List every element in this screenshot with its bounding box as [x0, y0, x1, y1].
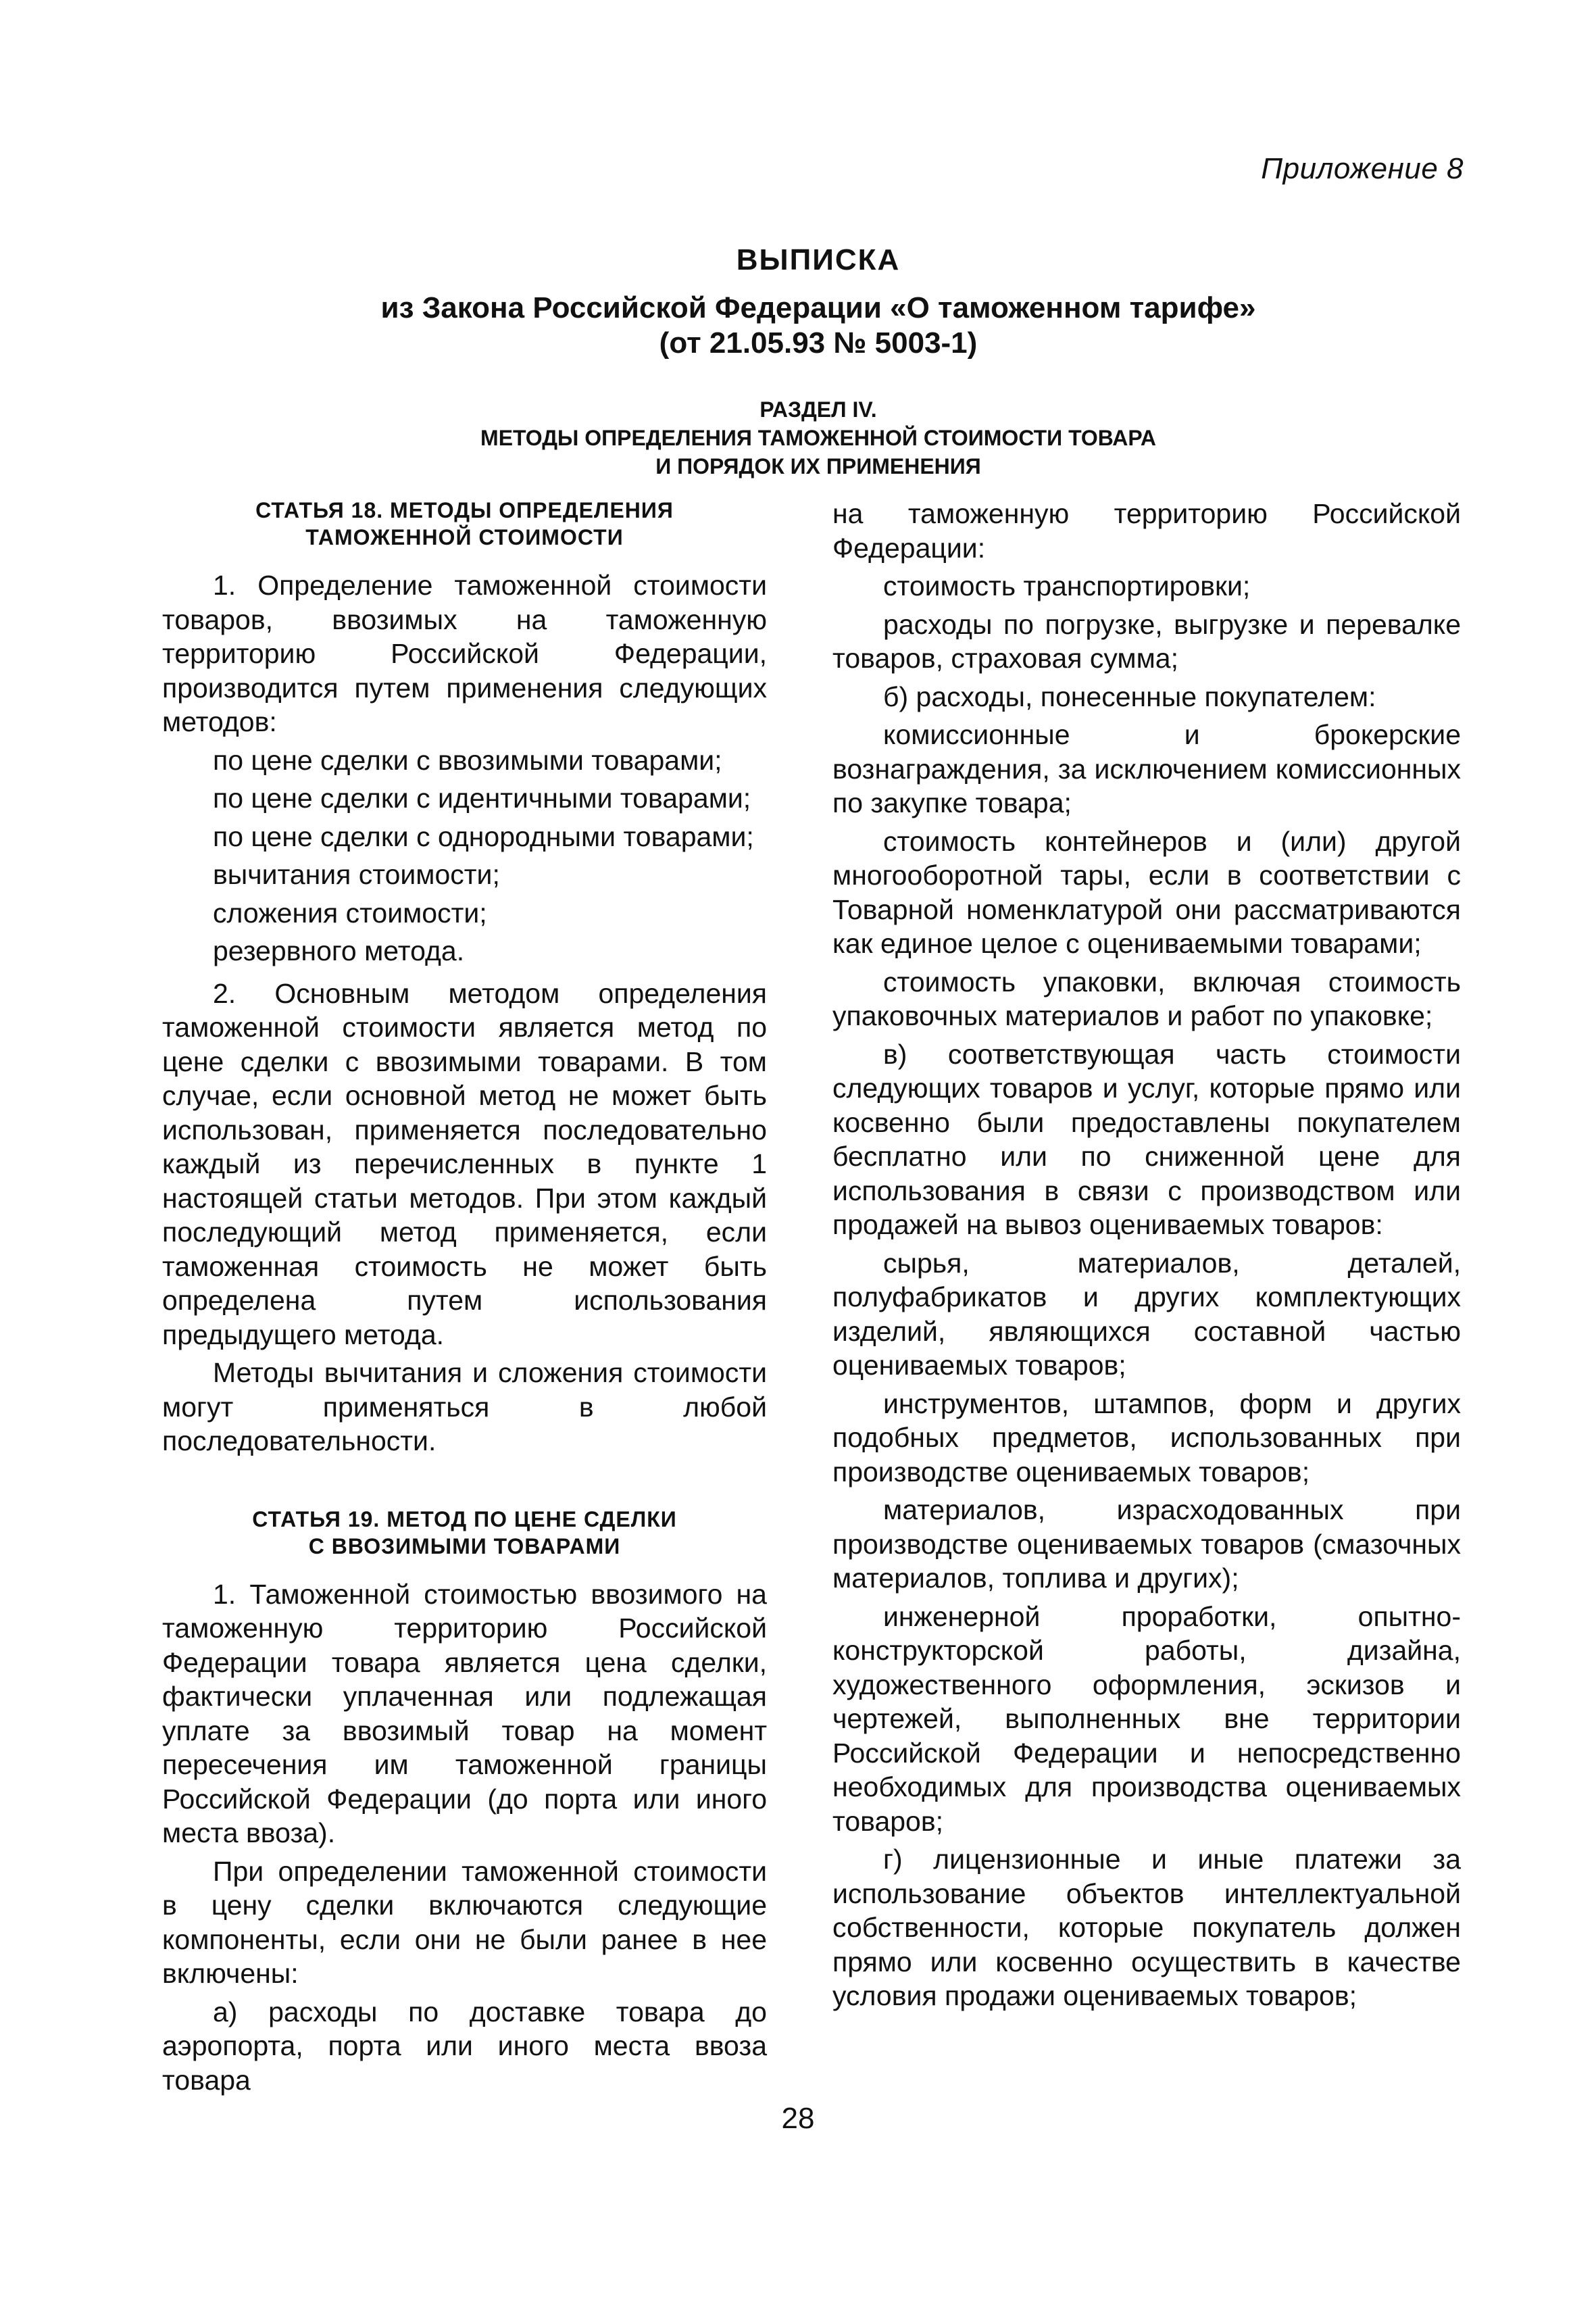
- method-item: по цене сделки с ввозимыми товарами;: [213, 744, 722, 776]
- section-heading: [41, 395, 1596, 481]
- method-item: резервного метода.: [213, 935, 465, 966]
- page-number: 28: [781, 2102, 815, 2135]
- subtitle-line-2: (от 21.05.93 № 5003-1): [659, 326, 978, 360]
- section-line-1: РАЗДЕЛ IV.: [759, 397, 877, 422]
- paragraph: инженерной проработки, опытно-конструкторской работы, дизайна, художественного оформления, эскизов и чертежей, выполненных вне территории Российской Федерации и непосредственно необходимых для производства оцениваемых товаров;: [832, 1600, 1461, 1837]
- document-subtitle: [41, 291, 1596, 361]
- document-title: ВЫПИСКА: [736, 243, 901, 276]
- paragraph: Методы вычитания и сложения стоимости могут применяться в любой последовательности.: [162, 1357, 767, 1456]
- method-item: по цене сделки с идентичными товарами;: [213, 783, 751, 814]
- paragraph: инструментов, штампов, форм и других подобных предметов, использованных при производстве оцениваемых товаров;: [832, 1387, 1461, 1487]
- paragraph: 1. Таможенной стоимостью ввозимого на таможенную территорию Российской Федерации товара является цена сделки, фактически уплаченная или подлежащая уплате за ввозимый товар на момент пересечения им таможенной границы Российской Федерации (до порта или иного места ввоза).: [162, 1578, 767, 1848]
- paragraph: стоимость упаковки, включая стоимость упаковочных материалов и работ по упаковке;: [832, 966, 1461, 1031]
- paragraph: г) лицензионные и иные платежи за использование объектов интеллектуальной собственности, которые покупатель должен прямо или косвенно осуществить в качестве условия продажи оцениваемых товаров;: [832, 1844, 1461, 2011]
- section-line-3: И ПОРЯДОК ИХ ПРИМЕНЕНИЯ: [655, 454, 981, 478]
- paragraph: в) соответствующая часть стоимости следующих товаров и услуг, которые прямо или косвенно были предоставлены покупателем бесплатно или по сниженной цене для использования в связи с производством или продажей на вывоз оцениваемых товаров:: [832, 1038, 1461, 1240]
- method-item: вычитания стоимости;: [213, 859, 500, 890]
- paragraph: материалов, израсходованных при производстве оцениваемых товаров (смазочных материалов, топлива и других);: [832, 1494, 1461, 1594]
- paragraph: б) расходы, понесенные покупателем:: [883, 681, 1376, 712]
- paragraph: стоимость контейнеров и (или) другой многооборотной тары, если в соответствии с Товарной номенклатурой они рассматриваются как единое целое с оцениваемыми товарами;: [832, 825, 1461, 959]
- paragraph: а) расходы по доставке товара до аэропорта, порта или иного места ввоза товара: [162, 1996, 767, 2096]
- left-column: [162, 497, 767, 2101]
- section-line-2: МЕТОДЫ ОПРЕДЕЛЕНИЯ ТАМОЖЕННОЙ СТОИМОСТИ ТОВАРА: [480, 426, 1156, 450]
- paragraph: сырья, материалов, деталей, полуфабрикатов и других комплектующих изделий, являющихся составной частью оцениваемых товаров;: [832, 1247, 1461, 1381]
- subtitle-line-1: из Закона Российской Федерации «О таможенном тарифе»: [380, 291, 1256, 324]
- right-column: [832, 497, 1461, 2017]
- method-item: сложения стоимости;: [213, 897, 487, 929]
- article-18-heading: [162, 497, 767, 551]
- continuation-paragraph: на таможенную территорию Российской Федерации:: [832, 498, 1461, 564]
- article-18-line-1: СТАТЬЯ 18. МЕТОДЫ ОПРЕДЕЛЕНИЯ: [255, 498, 674, 522]
- method-item: по цене сделки с однородными товарами;: [213, 820, 754, 852]
- article-19-line-1: СТАТЬЯ 19. МЕТОД ПО ЦЕНЕ СДЕЛКИ: [252, 1506, 677, 1531]
- paragraph: стоимость транспортировки;: [883, 570, 1251, 601]
- appendix-label: Приложение 8: [1261, 152, 1464, 185]
- article-19-line-2: С ВВОЗИМЫМИ ТОВАРАМИ: [308, 1533, 621, 1558]
- paragraph: При определении таможенной стоимости в цену сделки включаются следующие компоненты, если они не были ранее в нее включены:: [162, 1855, 767, 1989]
- paragraph: 2. Основным методом определения таможенной стоимости является метод по цене сделки с ввозимыми товарами. В том случае, если основной метод не может быть использован, применяется последовательно каждый из перечисленных в пункте 1 настоящей статьи методов. При этом каждый последующий метод применяется, если таможенная стоимость не может быть определена путем использования предыдущего метода.: [162, 977, 767, 1350]
- paragraph: комиссионные и брокерские вознаграждения, за исключением комиссионных по закупке товара;: [832, 719, 1461, 818]
- article-18-line-2: ТАМОЖЕННОЙ СТОИМОСТИ: [305, 525, 624, 549]
- article-19-heading: [162, 1506, 767, 1560]
- paragraph: 1. Определение таможенной стоимости товаров, ввозимых на таможенную территорию Российской Федерации, производится путем применения следующих методов:: [162, 570, 767, 737]
- paragraph: расходы по погрузке, выгрузке и перевалке товаров, страховая сумма;: [832, 608, 1461, 674]
